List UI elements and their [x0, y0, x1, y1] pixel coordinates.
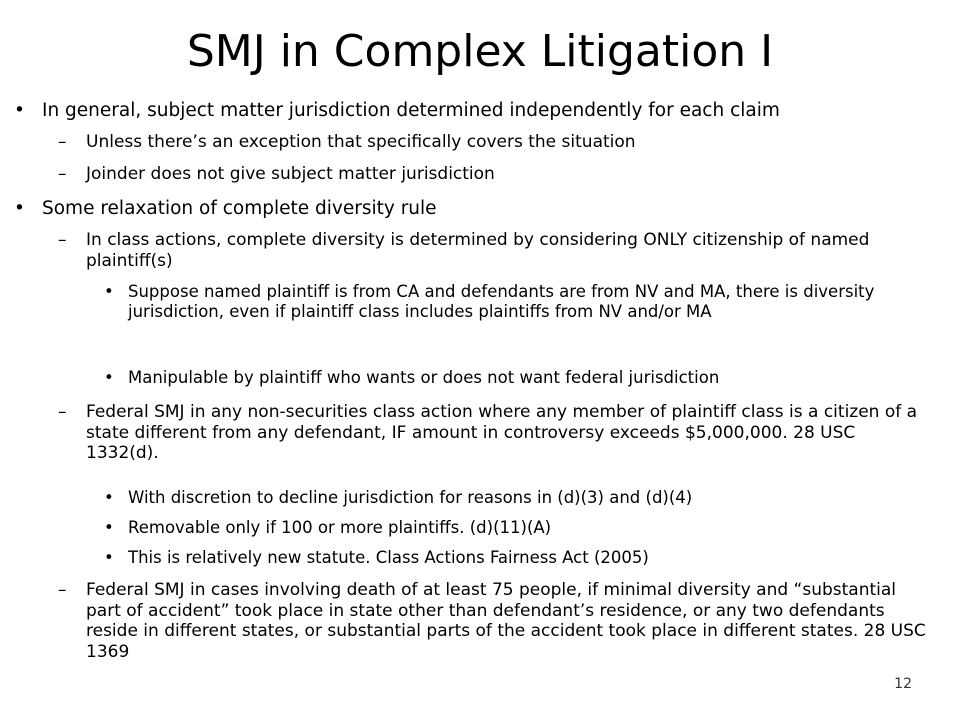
list-item-text: Joinder does not give subject matter jurisdiction: [86, 164, 495, 184]
list-item: [14, 100, 912, 122]
list-item-text: Federal SMJ in any non-securities class action where any member of plaintiff class is a citizen of a state different from any defendant, IF amount in controversy exceeds $5,000,000. 28 USC 1332(d).: [86, 402, 918, 463]
list-item: [104, 488, 926, 508]
bullet-icon: •: [104, 518, 114, 537]
bullet-icon: •: [104, 368, 114, 387]
dash-icon: –: [58, 402, 67, 422]
list-item-text: In class actions, complete diversity is determined by considering ONLY citizenship of named plaintiff(s): [86, 230, 870, 271]
list-item-text: Manipulable by plaintiff who wants or does not want federal jurisdiction: [128, 368, 720, 387]
bullet-icon: •: [104, 548, 114, 567]
list-item: [58, 164, 931, 185]
bullet-icon: •: [14, 198, 25, 219]
list-item-text: In general, subject matter jurisdiction determined independently for each claim: [42, 100, 780, 121]
list-item: [104, 282, 926, 322]
list-item-text: Suppose named plaintiff is from CA and defendants are from NV and MA, there is diversity jurisdiction, even if plaintiff class includes plaintiffs from NV and/or MA: [128, 282, 875, 321]
slide-title: SMJ in Complex Litigation I: [186, 26, 774, 77]
list-item: [58, 402, 931, 464]
dash-icon: –: [58, 132, 67, 152]
bullet-icon: •: [14, 100, 25, 121]
dash-icon: –: [58, 580, 67, 600]
dash-icon: –: [58, 230, 67, 250]
bullet-icon: •: [104, 282, 114, 301]
list-item: [104, 518, 926, 538]
list-item: [58, 230, 931, 271]
list-item: [104, 368, 926, 388]
list-item: [58, 132, 931, 153]
bullet-icon: •: [104, 488, 114, 507]
list-item-text: Removable only if 100 or more plaintiffs. (d)(11)(A): [128, 518, 552, 537]
list-item: [58, 580, 931, 662]
list-item: [104, 548, 926, 568]
list-item-text: This is relatively new statute. Class Actions Fairness Act (2005): [128, 548, 649, 567]
dash-icon: –: [58, 164, 67, 184]
list-item: [14, 198, 912, 220]
list-item-text: Some relaxation of complete diversity rule: [42, 198, 437, 219]
list-item-text: With discretion to decline jurisdiction for reasons in (d)(3) and (d)(4): [128, 488, 693, 507]
list-item-text: Federal SMJ in cases involving death of at least 75 people, if minimal diversity and “substantial part of accident” took place in state other than defendant’s residence, or any two defendants reside in different states, or substantial parts of the accident took place in different states. 28 USC 1369: [86, 580, 926, 662]
list-item-text: Unless there’s an exception that specifically covers the situation: [86, 132, 636, 152]
slide-number: 12: [894, 676, 912, 692]
